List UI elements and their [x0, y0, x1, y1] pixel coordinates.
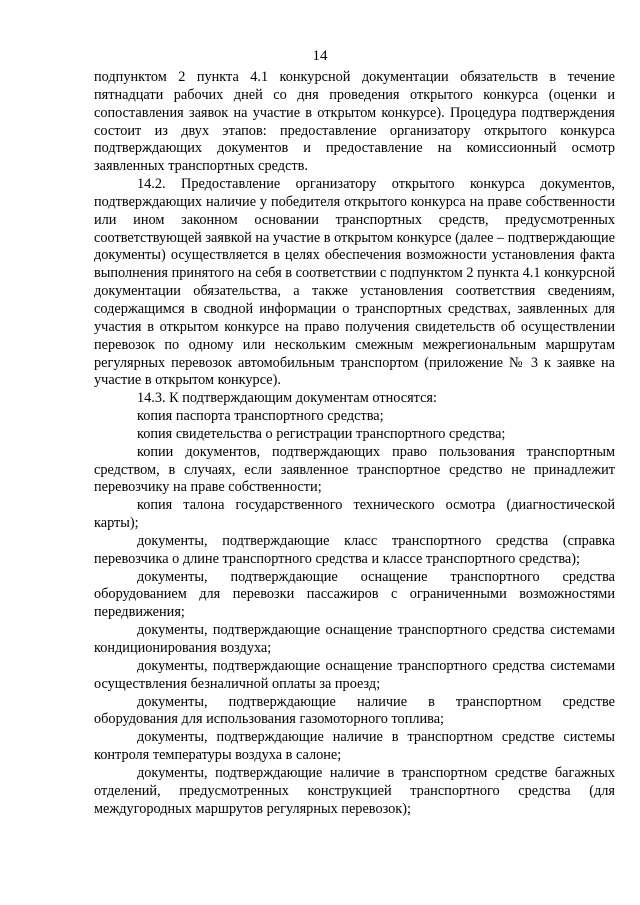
- paragraph: 14.2. Предоставление организатору открытого конкурса документов, подтверждающих наличие у победителя открытого конкурса на праве собственности или ином законном основании транспортных средств, предусмотренных соответствующей заявкой на участие в открытом конкурсе (далее – подтверждающие документы) осуществляется в целях обеспечения возможности установления факта выполнения принятого на себя в соответствии с подпунктом 2 пункта 4.1 конкурсной документации обязательства, а также установления соответствия сведениям, содержащимся в сводной информации о транспортных средствах, заявленных для участия в открытом конкурсе на право получения свидетельств об осуществлении перевозок по одному или нескольким смежным межрегиональным маршрутам регулярных перевозок автомобильным транспортом (приложение № 3 к заявке на участие в открытом конкурсе).: [94, 176, 615, 389]
- list-item: документы, подтверждающие оснащение транспортного средства системами кондиционирования воздуха;: [94, 622, 615, 656]
- page-number: 14: [312, 48, 328, 64]
- list-item: документы, подтверждающие класс транспортного средства (справка перевозчика о длине транспортного средства и классе транспортного средства);: [94, 532, 615, 567]
- paragraph: 14.3. К подтверждающим документам относятся:: [137, 390, 437, 407]
- list-item: копия талона государственного технического осмотра (диагностической карты);: [94, 497, 615, 532]
- list-item: документы, подтверждающие оснащение транспортного средства системами осуществления безналичной оплаты за проезд;: [94, 657, 615, 692]
- list-item: копия свидетельства о регистрации транспортного средства;: [137, 425, 506, 442]
- list-item: документы, подтверждающие наличие в транспортном средстве оборудования для использования газомоторного топлива;: [94, 693, 615, 728]
- list-item: документы, подтверждающие наличие в транспортном средстве системы контроля температуры воздуха в салоне;: [94, 729, 615, 764]
- list-item: документы, подтверждающие наличие в транспортном средстве багажных отделений, предусмотренных конструкцией транспортного средства (для междугородных маршрутов регулярных перевозок);: [94, 764, 615, 817]
- paragraph: подпунктом 2 пункта 4.1 конкурсной документации обязательств в течение пятнадцати рабочих дней со дня проведения открытого конкурса (оценки и сопоставления заявок на участие в открытом конкурсе). Процедура подтверждения состоит из двух этапов: предоставление организатору открытого конкурса подтверждающих документов и предоставление на комиссионный осмотр заявленных транспортных средств.: [94, 69, 615, 175]
- document-body: [94, 69, 615, 818]
- list-item: копии документов, подтверждающих право пользования транспортным средством, в случаях, если заявленное транспортное средство не принадлежит перевозчику на праве собственности;: [94, 443, 615, 496]
- list-item: документы, подтверждающие оснащение транспортного средства оборудованием для перевозки пассажиров с ограниченными возможностями передвижения;: [94, 568, 615, 621]
- list-item: копия паспорта транспортного средства;: [137, 408, 384, 425]
